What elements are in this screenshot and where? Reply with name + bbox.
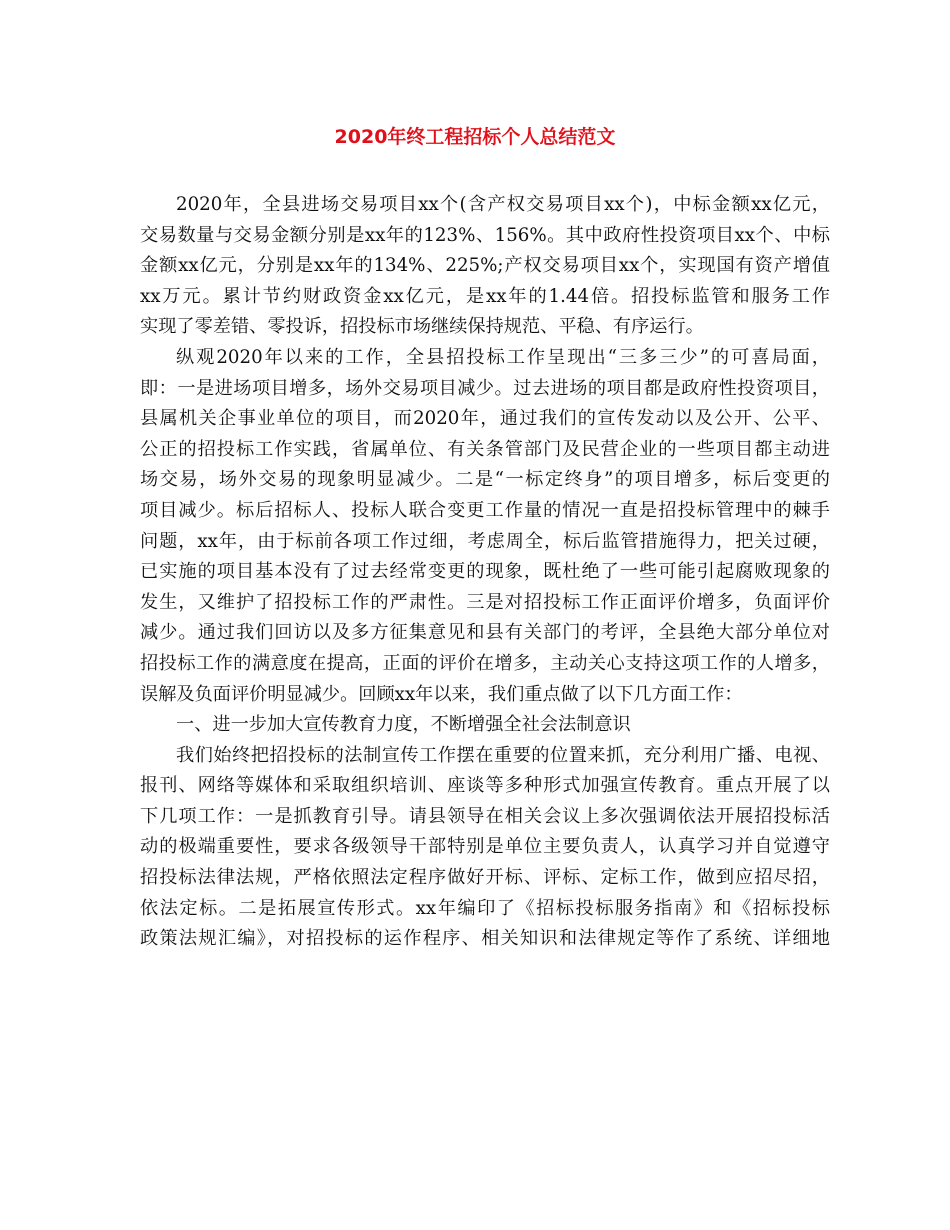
text-line: 减少。通过我们回访以及多方征集意见和县有关部门的考评，全县绝大部分单位对 [140, 622, 830, 644]
text-line: 场交易，场外交易的现象明显减少。二是“一标定终身”的项目增多，标后变更的 [140, 469, 830, 491]
text-line: 实现了零差错、零投诉，招投标市场继续保持规范、平稳、有序运行。 [140, 316, 704, 338]
text-line: 政策法规汇编》，对招投标的运作程序、相关知识和法律规定等作了系统、详细地 [140, 928, 830, 950]
text-line: 招投标法律法规，严格依照法定程序做好开标、评标、定标工作，做到应招尽招， [140, 867, 830, 889]
text-line: 纵观2020年以来的工作，全县招投标工作呈现出“三多三少”的可喜局面， [176, 346, 830, 368]
text-line: 金额xx亿元，分别是xx年的134%、225%;产权交易项目xx个，实现国有资产增值 [140, 255, 830, 277]
document-body [140, 190, 830, 955]
text-line: 招投标工作的满意度在提高，正面的评价在增多，主动关心支持这项工作的人增多， [140, 652, 830, 674]
text-line: 县属机关企事业单位的项目，而2020年，通过我们的宣传发动以及公开、公平、 [140, 408, 830, 430]
text-line: 公正的招投标工作实践，省属单位、有关条管部门及民营企业的一些项目都主动进 [140, 438, 830, 460]
text-line: 我们始终把招投标的法制宣传工作摆在重要的位置来抓，充分利用广播、电视、 [176, 744, 830, 766]
text-line: 报刊、网络等媒体和采取组织培训、座谈等多种形式加强宣传教育。重点开展了以 [140, 775, 830, 797]
text-line: 一、进一步加大宣传教育力度，不断增强全社会法制意识 [176, 714, 631, 736]
text-line: 项目减少。标后招标人、投标人联合变更工作量的情况一直是招投标管理中的棘手 [140, 499, 830, 521]
text-line: 即：一是进场项目增多，场外交易项目减少。过去进场的项目都是政府性投资项目， [140, 377, 830, 399]
text-line: 交易数量与交易金额分别是xx年的123%、156%。其中政府性投资项目xx个、中标 [140, 224, 830, 246]
document-title: 2020年终工程招标个人总结范文 [334, 126, 616, 148]
text-line: 误解及负面评价明显减少。回顾xx年以来，我们重点做了以下几方面工作： [140, 683, 743, 705]
text-line: 已实施的项目基本没有了过去经常变更的现象，既杜绝了一些可能引起腐败现象的 [140, 561, 830, 583]
text-line: 动的极端重要性，要求各级领导干部特别是单位主要负责人，认真学习并自觉遵守 [140, 836, 830, 858]
text-line: 下几项工作：一是抓教育引导。请县领导在相关会议上多次强调依法开展招投标活 [140, 805, 830, 827]
text-line: 问题，xx年，由于标前各项工作过细，考虑周全，标后监管措施得力，把关过硬， [140, 530, 830, 552]
text-line: 2020年，全县进场交易项目xx个(含产权交易项目xx个)，中标金额xx亿元， [176, 194, 830, 215]
text-line: 依法定标。二是拓展宣传形式。xx年编印了《招标投标服务指南》和《招标投标 [140, 897, 830, 919]
text-line: 发生，又维护了招投标工作的严肃性。三是对招投标工作正面评价增多，负面评价 [140, 591, 830, 613]
text-line: xx万元。累计节约财政资金xx亿元，是xx年的1.44倍。招投标监管和服务工作 [140, 285, 830, 307]
